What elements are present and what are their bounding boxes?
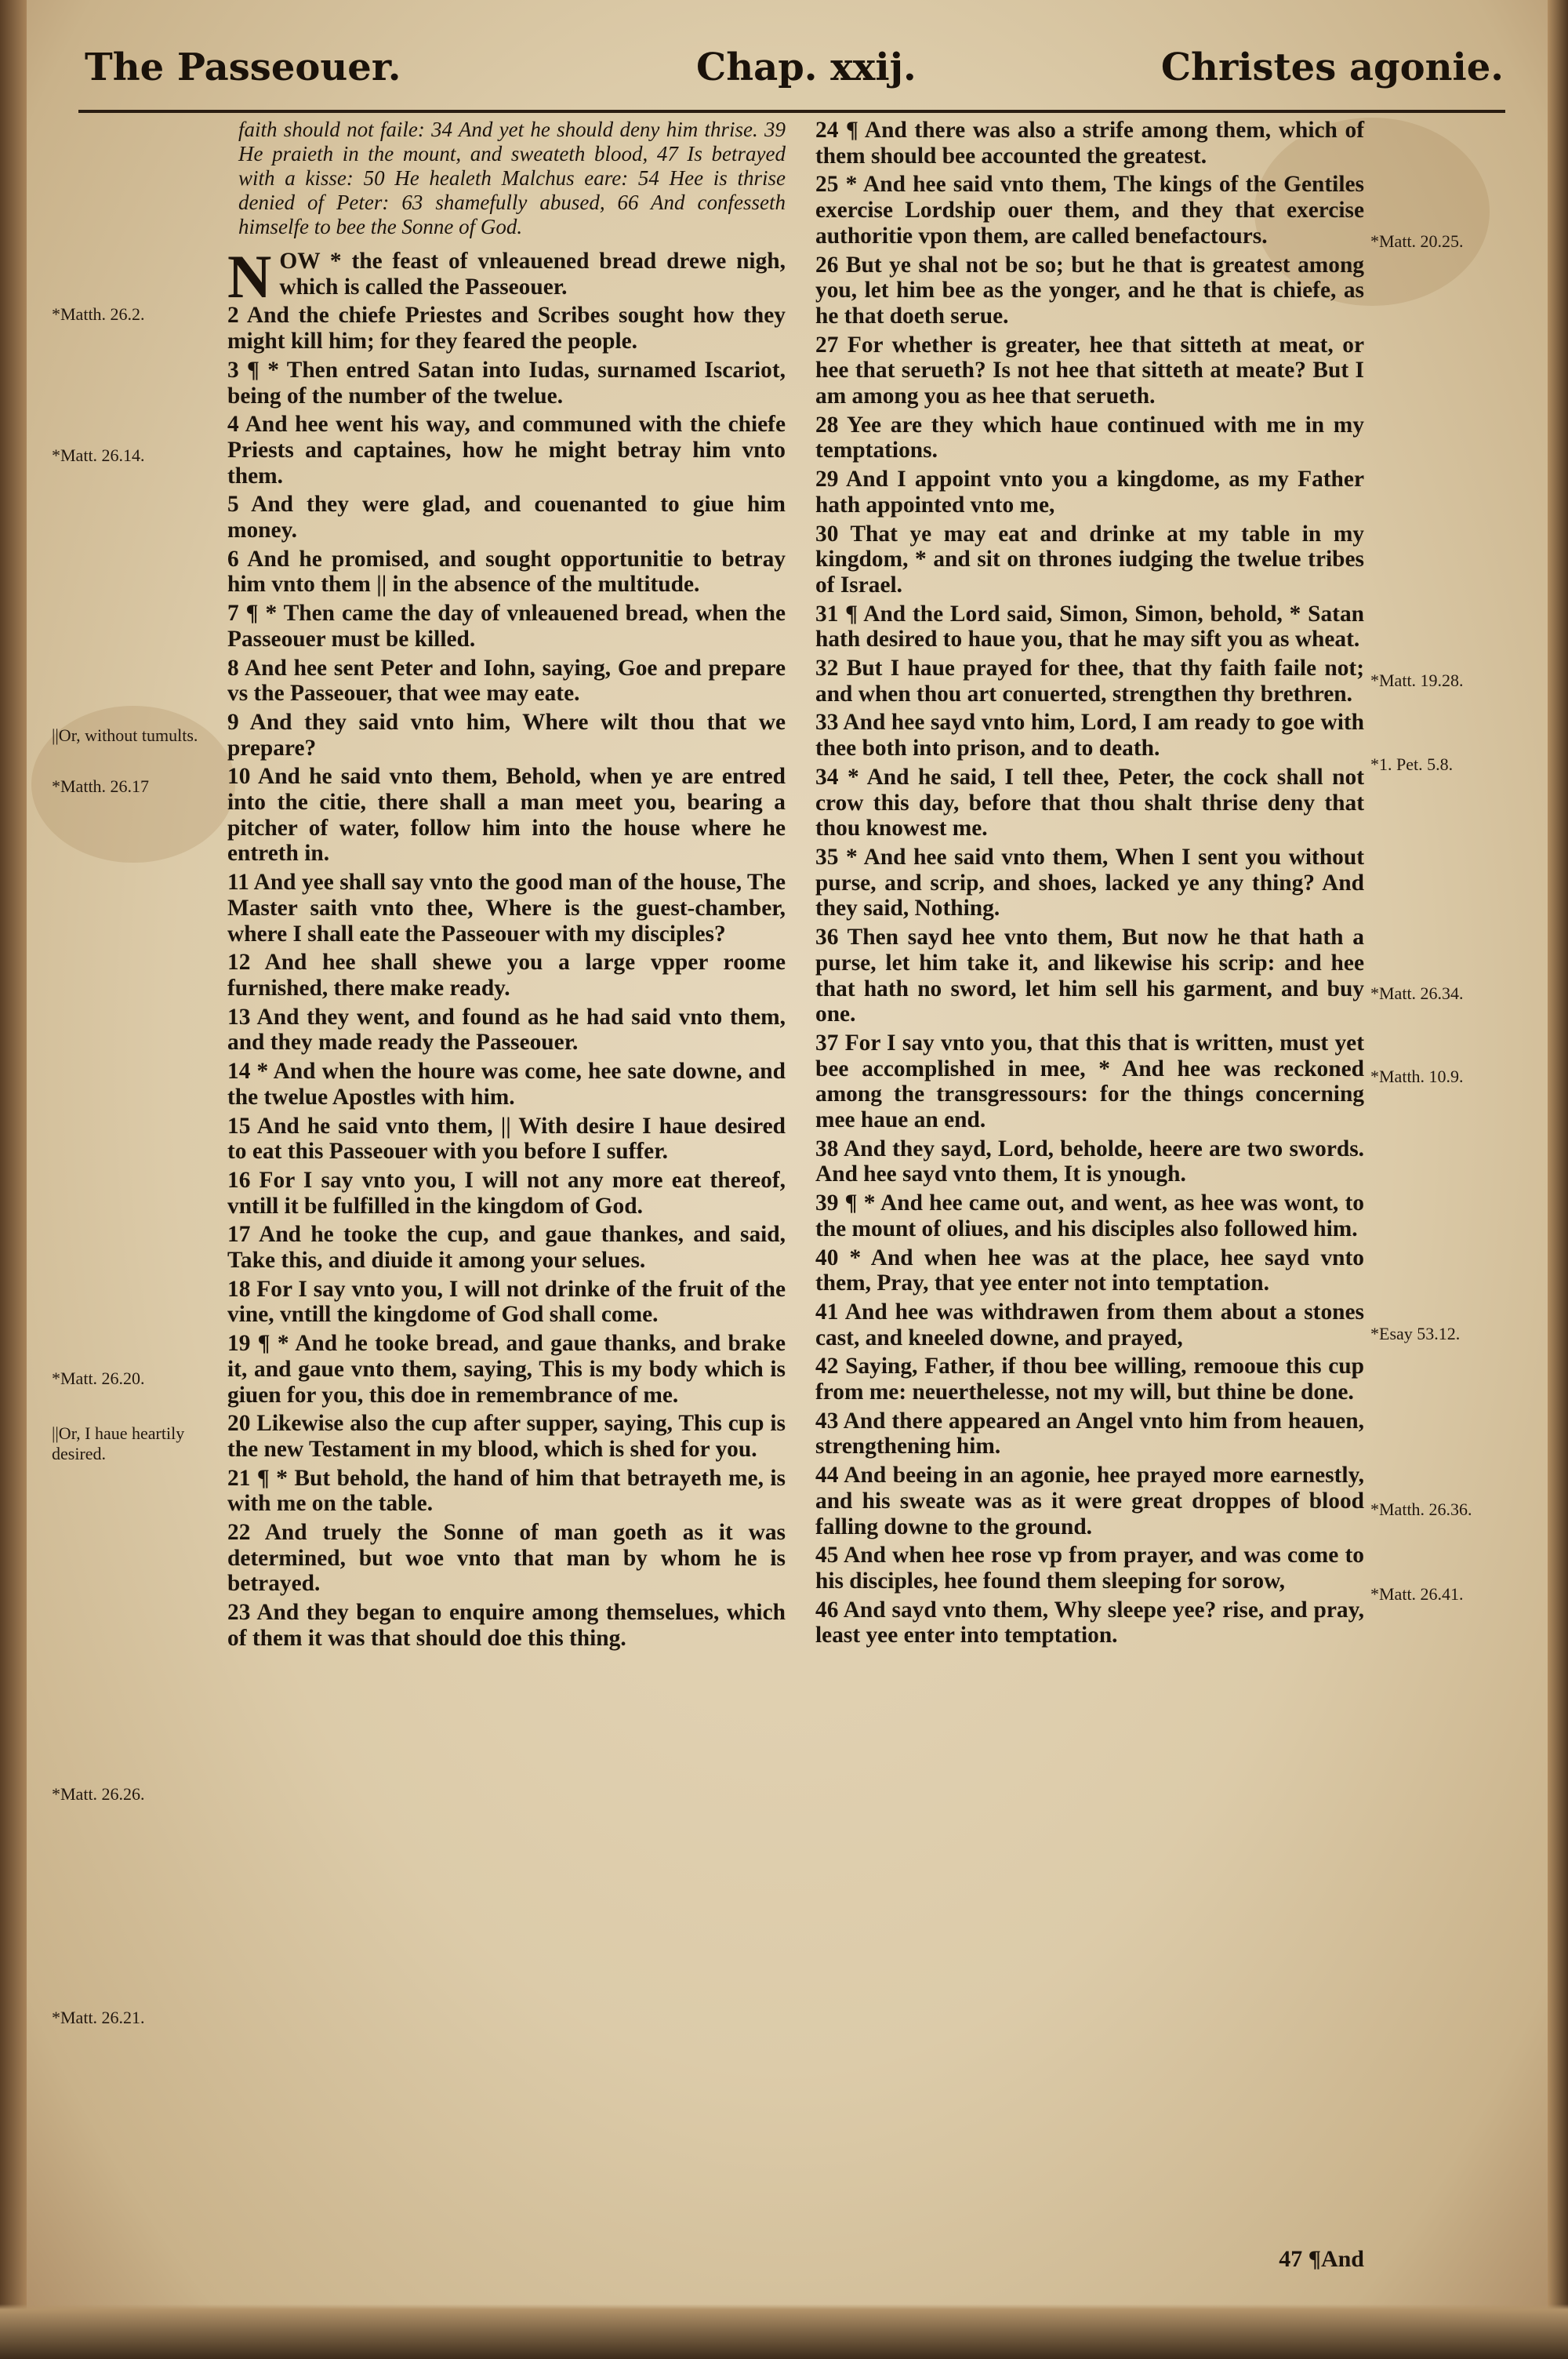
verse: 31 ¶ And the Lord said, Simon, Simon, behold, * Satan hath desired to haue you, that he may sift you as wheat.	[815, 601, 1364, 652]
margin-note: *Matt. 26.26.	[52, 1784, 145, 1804]
verse: 41 And hee was withdrawen from them about a stones cast, and kneeled downe, and prayed,	[815, 1299, 1364, 1350]
margin-note: *Matt. 26.41.	[1370, 1584, 1464, 1604]
verse: 43 And there appeared an Angel vnto him from heauen, strengthening him.	[815, 1408, 1364, 1459]
margin-note: *Matt. 26.20.	[52, 1369, 145, 1388]
verse: 7 ¶ * Then came the day of vnleauened bread, when the Passeouer must be killed.	[227, 601, 786, 652]
margin-note: *1. Pet. 5.8.	[1370, 754, 1454, 774]
verse: 29 And I appoint vnto you a kingdome, as my Father hath appointed vnto me,	[815, 467, 1364, 518]
verse: 12 And hee shall shewe you a large vpper roome furnished, there make ready.	[227, 950, 786, 1001]
verse: 35 * And hee said vnto them, When I sent you without purse, and scrip, and shoes, lacked ye any thing? And they said, Nothing.	[815, 844, 1364, 921]
verse: 10 And he said vnto them, Behold, when ye are entred into the citie, there shall a man meet you, bearing a pitcher of water, follow him into the house where he entreth in.	[227, 764, 786, 867]
chapter-summary: faith should not faile: 34 And yet he should deny him thrise. 39 He praieth in the mount, and sweateth blood, 47 Is betrayed with a kisse: 50 He healeth Malchus eare: 54 Hee is thrise denied of Peter: 63 shamefully abused, 66 And confesseth himselfe to bee the Sonne of God.	[238, 118, 786, 238]
verse: 13 And they went, and found as he had said vnto them, and they made ready the Passeouer.	[227, 1004, 786, 1056]
verse: 46 And sayd vnto them, Why sleepe yee? rise, and pray, least yee enter into temptation.	[815, 1597, 1364, 1648]
verse: 36 Then sayd hee vnto them, But now he that hath a purse, let him take it, and likewise his scrip: and hee that hath no sword, let him sell his garment, and buy one.	[815, 925, 1364, 1027]
verse: 20 Likewise also the cup after supper, saying, This cup is the new Testament in my blood, which is shed for you.	[227, 1411, 786, 1462]
verse: 4 And hee went his way, and communed with the chiefe Priests and captaines, how he might betray him vnto them.	[227, 412, 786, 489]
verse: 18 For I say vnto you, I will not drinke of the fruit of the vine, vntill the kingdome of God shall come.	[227, 1276, 786, 1328]
verse: 22 And truely the Sonne of man goeth as it was determined, but woe vnto that man by whom he is betrayed.	[227, 1520, 786, 1597]
verse: 33 And hee sayd vnto him, Lord, I am ready to goe with thee both into prison, and to death.	[815, 710, 1364, 761]
page-edge-right	[1548, 0, 1568, 2359]
verse: 38 And they sayd, Lord, beholde, heere are two swords. And hee sayd vnto them, It is ynough.	[815, 1136, 1364, 1187]
margin-note: *Matt. 20.25.	[1370, 231, 1464, 251]
verse: 26 But ye shal not be so; but he that is greatest among you, let him bee as the yonger, and he that is chiefe, as he that doeth serue.	[815, 252, 1364, 329]
running-head-chapter: Chap. xxij.	[696, 45, 916, 89]
margin-note: ||Or, without tumults.	[52, 725, 198, 745]
verse: 15 And he said vnto them, || With desire I haue desired to eat this Passeouer with you before I suffer.	[227, 1113, 786, 1165]
verse: 37 For I say vnto you, that this that is written, must yet bee accomplished in mee, * And hee was reckoned among the transgressours: for the things concerning mee haue an end.	[815, 1030, 1364, 1133]
verse: 27 For whether is greater, hee that sitteth at meat, or hee that serueth? Is not hee that sitteth at meate? But I am among you as hee that serueth.	[815, 332, 1364, 409]
verse: 23 And they began to enquire among themselues, which of them it was that should doe this thing.	[227, 1600, 786, 1651]
verse: 21 ¶ * But behold, the hand of him that betrayeth me, is with me on the table.	[227, 1465, 786, 1517]
verse: 28 Yee are they which haue continued with me in my temptations.	[815, 412, 1364, 463]
verse: 30 That ye may eat and drinke at my table in my kingdom, * and sit on thrones iudging the twelue tribes of Israel.	[815, 521, 1364, 598]
margin-note: *Matt. 19.28.	[1370, 671, 1464, 690]
margin-note: *Matth. 26.17	[52, 776, 150, 796]
verse: 25 * And hee said vnto them, The kings of the Gentiles exercise Lordship ouer them, and they that exercise authoritie vpon them, are called benefactours.	[815, 172, 1364, 249]
verse: 17 And he tooke the cup, and gaue thankes, and said, Take this, and diuide it among your selues.	[227, 1222, 786, 1274]
verse	[227, 242, 786, 311]
verse-text: OW * the feast of vnleauened bread drewe nigh, which is called the Passeouer.	[279, 249, 786, 300]
page-edge-left	[0, 0, 27, 2359]
drop-cap-n: N	[227, 242, 272, 311]
verse: 9 And they said vnto him, Where wilt thou that we prepare?	[227, 709, 786, 761]
text-column-left	[227, 118, 786, 1655]
header-rule	[78, 110, 1505, 113]
running-head-right: Christes agonie.	[1160, 45, 1504, 89]
margin-note: *Matt. 26.21.	[52, 2008, 145, 2027]
margin-note: *Matth. 10.9.	[1370, 1067, 1464, 1086]
margin-note: *Matt. 26.14.	[52, 445, 145, 465]
verse: 14 * And when the houre was come, hee sate downe, and the twelue Apostles with him.	[227, 1059, 786, 1110]
verse: 40 * And when hee was at the place, hee sayd vnto them, Pray, that yee enter not into temptation.	[815, 1245, 1364, 1296]
verse: 44 And beeing in an agonie, hee prayed more earnestly, and his sweate was as it were great droppes of blood falling downe to the ground.	[815, 1463, 1364, 1539]
catchword: 47 ¶And	[1279, 2246, 1364, 2272]
margin-note: *Matth. 26.36.	[1370, 1499, 1472, 1519]
verse: 11 And yee shall say vnto the good man of the house, The Master saith vnto thee, Where is the guest-chamber, where I shall eate the Passeouer with my disciples?	[227, 870, 786, 947]
verse: 39 ¶ * And hee came out, and went, as hee was wont, to the mount of oliues, and his disciples also followed him.	[815, 1190, 1364, 1241]
verse: 24 ¶ And there was also a strife among them, which of them should bee accounted the greatest.	[815, 118, 1364, 169]
verse: 5 And they were glad, and couenanted to giue him money.	[227, 492, 786, 543]
verse: 6 And he promised, and sought opportunitie to betray him vnto them || in the absence of the multitude.	[227, 546, 786, 598]
verse: 2 And the chiefe Priestes and Scribes sought how they might kill him; for they feared the people.	[227, 303, 786, 354]
text-column-right	[815, 118, 1364, 1652]
verse: 8 And hee sent Peter and Iohn, saying, Goe and prepare vs the Passeouer, that wee may eate.	[227, 655, 786, 707]
verse: 3 ¶ * Then entred Satan into Iudas, surnamed Iscariot, being of the number of the twelue.	[227, 357, 786, 409]
running-head-left: The Passeouer.	[85, 45, 401, 89]
running-head	[69, 31, 1512, 102]
page-edge-bottom	[0, 2304, 1568, 2359]
verse: 19 ¶ * And he tooke bread, and gaue thanks, and brake it, and gaue vnto them, saying, This is my body which is giuen for you, this doe in remembrance of me.	[227, 1331, 786, 1408]
margin-note: *Matt. 26.34.	[1370, 983, 1464, 1003]
verse: 45 And when hee rose vp from prayer, and was come to his disciples, hee found them sleeping for sorow,	[815, 1543, 1364, 1594]
margin-note: *Matth. 26.2.	[52, 304, 145, 324]
verse: 42 Saying, Father, if thou bee willing, remooue this cup from me: neuerthelesse, not my will, but thine be done.	[815, 1354, 1364, 1405]
verse: 34 * And he said, I tell thee, Peter, the cock shall not crow this day, before that thou shalt thrise deny that thou knowest me.	[815, 764, 1364, 841]
margin-note: ||Or, I haue heartily desired.	[52, 1423, 185, 1463]
verse: 16 For I say vnto you, I will not any more eat thereof, vntill it be fulfilled in the kingdom of God.	[227, 1167, 786, 1219]
margin-note: *Esay 53.12.	[1370, 1324, 1461, 1343]
verse: 32 But I haue prayed for thee, that thy faith faile not; and when thou art conuerted, strengthen thy brethren.	[815, 656, 1364, 707]
